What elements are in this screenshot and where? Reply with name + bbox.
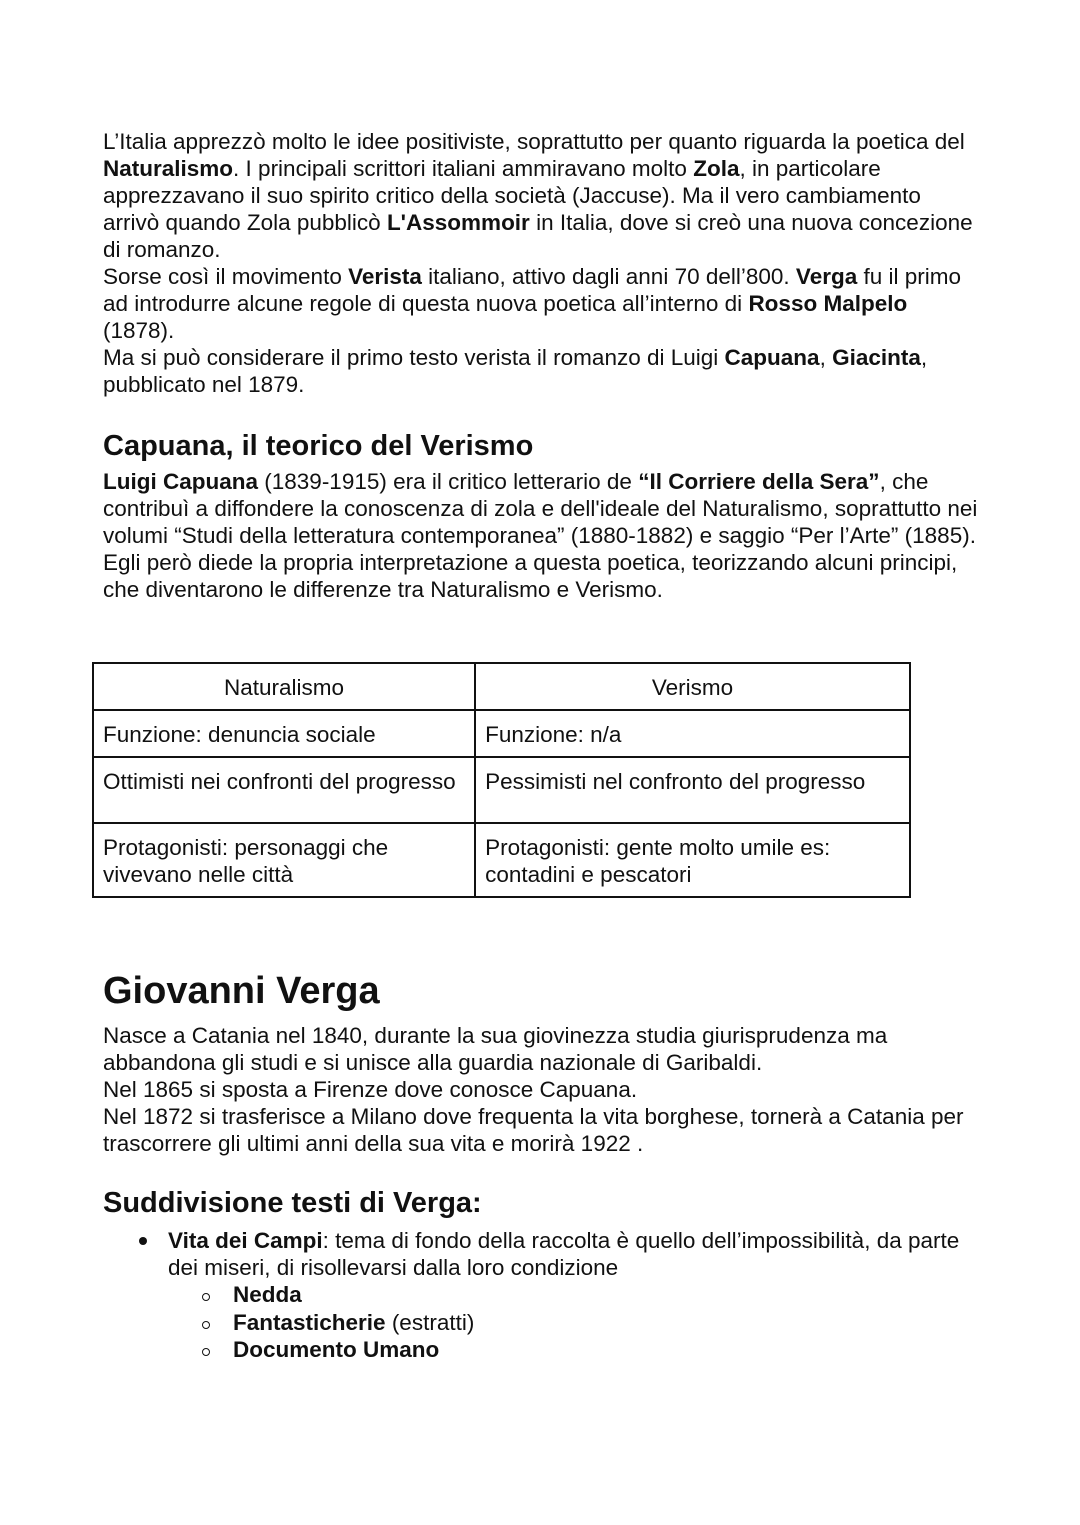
text-run: Egli però diede la propria interpretazione a questa poetica, teorizzando alcuni principi, che diventarono le differenze tra Naturalismo e Verismo. <box>103 550 958 602</box>
intro-paragraph-3 <box>103 344 983 398</box>
verga-bio-paragraph-2: Nel 1865 si sposta a Firenze dove conosce Capuana. <box>103 1077 638 1102</box>
works-sublist <box>168 1281 983 1364</box>
bold-text: Verga <box>795 264 858 289</box>
table-cell: Funzione: denuncia sociale <box>93 710 475 757</box>
table-header-row <box>93 663 910 710</box>
bold-text: L'Assommoir <box>386 210 530 235</box>
table-row <box>93 757 910 823</box>
table-cell: Pessimisti nel confronto del progresso <box>475 757 910 823</box>
table-row <box>93 710 910 757</box>
intro-paragraph-1 <box>103 128 983 263</box>
text-run: , in particolare apprezzavano il suo spirito critico della società (Jaccuse). Ma il vero cambiamento arrivò quando Zola pubblicò <box>103 156 921 235</box>
intro-section <box>103 128 983 603</box>
text-run: (1839-1915) era il critico letterario de <box>258 469 639 494</box>
text-run: L’Italia apprezzò molto le idee positiviste, soprattutto per quanto riguarda la poetica del <box>103 129 965 154</box>
text-run: italiano, attivo dagli anni 70 dell’800. <box>421 264 796 289</box>
capuana-paragraph-2 <box>103 549 983 603</box>
bold-text: Verista <box>348 264 422 289</box>
circle-bullet-icon <box>202 1293 210 1301</box>
bold-text: Naturalismo <box>103 156 234 181</box>
capuana-paragraph-1 <box>103 468 983 549</box>
text-run: . I principali scrittori italiani ammiravano molto <box>233 156 694 181</box>
sub-work-title: Documento Umano <box>233 1337 440 1362</box>
verga-bio-paragraph-1: Nasce a Catania nel 1840, durante la sua giovinezza studia giurisprudenza ma abbandona gli studi e si unisce alla guardia nazionale di Garibaldi. <box>103 1023 888 1075</box>
bold-text: Luigi Capuana <box>103 469 259 494</box>
verga-bio-paragraph-3: Nel 1872 si trasferisce a Milano dove frequenta la vita borghese, tornerà a Catania per trascorrere gli ultimi anni della sua vita e morirà 1922 . <box>103 1104 964 1156</box>
verga-heading: Giovanni Verga <box>103 970 380 1012</box>
bold-text: Rosso Malpelo <box>748 291 908 316</box>
bold-text: Capuana <box>724 345 820 370</box>
text-run: (1878). <box>103 318 175 343</box>
sub-work-title: Nedda <box>233 1282 302 1307</box>
work-title: Vita dei Campi <box>168 1228 323 1253</box>
circle-bullet-icon <box>202 1348 210 1356</box>
text-run: , pubblicato nel 1879. <box>103 345 928 397</box>
work-description: : tema di fondo della raccolta è quello dell’impossibilità, da parte dei miseri, di risollevarsi dalla loro condizione <box>168 1228 960 1280</box>
works-list <box>103 1227 983 1364</box>
text-run: in Italia, dove si creò una nuova concezione di romanzo. <box>103 210 973 262</box>
sub-work-title: Fantasticherie <box>233 1309 386 1335</box>
table-cell: Funzione: n/a <box>475 710 910 757</box>
bullet-icon <box>139 1237 147 1245</box>
list-item <box>103 1227 983 1364</box>
text-run: , <box>819 345 833 370</box>
list-item <box>168 1281 983 1309</box>
text-run: fu il primo ad introdurre alcune regole di questa nuova poetica all’interno di <box>103 264 961 316</box>
bold-text: Giacinta <box>832 345 921 370</box>
sub-work-note: (estratti) <box>385 1309 475 1335</box>
verga-section <box>103 968 983 1364</box>
table-header-naturalismo: Naturalismo <box>93 663 475 710</box>
capuana-heading: Capuana, il teorico del Verismo <box>103 430 534 462</box>
intro-paragraph-2 <box>103 263 983 344</box>
bold-text: Zola <box>693 156 740 181</box>
list-item <box>168 1309 983 1337</box>
list-item <box>168 1336 983 1364</box>
verga-works-heading: Suddivisione testi di Verga: <box>103 1187 482 1219</box>
table-cell: Ottimisti nei confronti del progresso <box>93 757 475 823</box>
table-cell: Protagonisti: personaggi che vivevano nelle città <box>93 823 475 897</box>
text-run: , che contribuì a diffondere la conoscenza di zola e dell'ideale del Naturalismo, soprattutto nei volumi “Studi della letteratura contemporanea” (1880-1882) e saggio “Per l’Arte” (1885). <box>103 469 978 548</box>
table-row <box>93 823 910 897</box>
comparison-table <box>92 662 911 898</box>
table-header-verismo: Verismo <box>475 663 910 710</box>
text-run: Sorse così il movimento <box>103 264 349 289</box>
text-run: Ma si può considerare il primo testo verista il romanzo di Luigi <box>103 345 725 370</box>
table-cell: Protagonisti: gente molto umile es: contadini e pescatori <box>475 823 910 897</box>
bold-text: “Il Corriere della Sera” <box>638 469 880 494</box>
circle-bullet-icon <box>202 1321 210 1329</box>
